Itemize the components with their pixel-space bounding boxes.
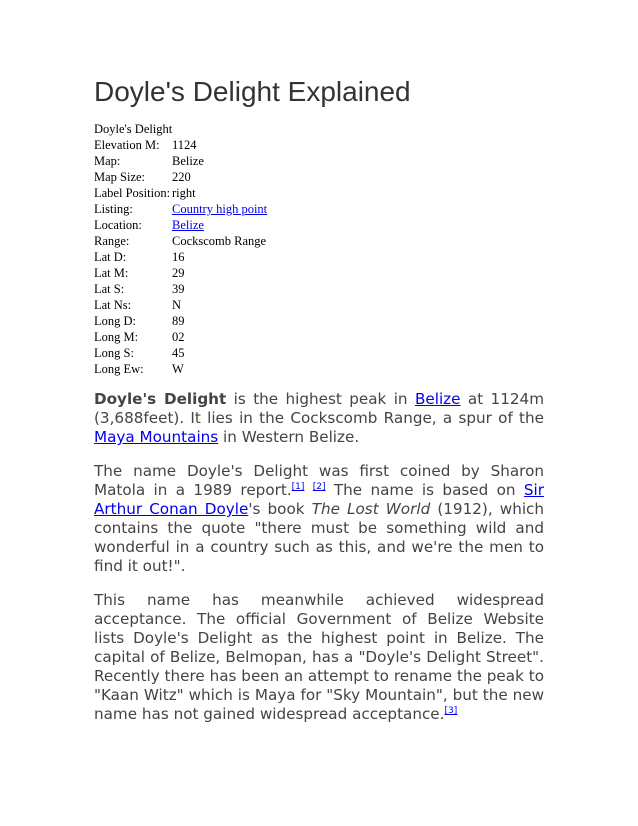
- infobox-row: [94, 137, 267, 153]
- infobox-row: [94, 169, 267, 185]
- infobox-caption-row: [94, 121, 267, 137]
- infobox-row: [94, 297, 267, 313]
- infobox-key: Long S:: [94, 346, 134, 360]
- infobox-value: 1124: [172, 138, 197, 152]
- infobox-row: [94, 233, 267, 249]
- book-title: The Lost World: [311, 500, 431, 518]
- reference-link-3[interactable]: [3]: [444, 706, 458, 716]
- infobox-row: [94, 361, 267, 377]
- infobox-key: Elevation M:: [94, 138, 160, 152]
- text: The name Doyle's Delight was first coined by Sharon Matola in a 1989 report.: [94, 462, 544, 499]
- link-maya-mountains[interactable]: Maya Mountains: [94, 428, 219, 446]
- infobox-value: [172, 201, 267, 217]
- infobox-value: 220: [172, 170, 191, 184]
- text: The name is based on: [325, 481, 524, 499]
- infobox-value-link[interactable]: Country high point: [172, 202, 268, 216]
- infobox-key: Lat Ns:: [94, 298, 132, 312]
- infobox-row: [94, 201, 267, 217]
- infobox-key: Listing:: [94, 202, 133, 216]
- infobox-key: Map:: [94, 154, 121, 168]
- paragraph-intro: [94, 390, 544, 447]
- infobox-row: [94, 329, 267, 345]
- infobox-value: 16: [172, 250, 185, 264]
- infobox-row: [94, 313, 267, 329]
- paragraph-acceptance: [94, 591, 544, 724]
- reference-link-2[interactable]: [2]: [312, 482, 326, 492]
- infobox-row: [94, 281, 267, 297]
- infobox-row: [94, 185, 267, 201]
- reference-link-1[interactable]: [1]: [291, 482, 305, 492]
- infobox-value: right: [172, 186, 196, 200]
- infobox-key: Map Size:: [94, 170, 146, 184]
- text: is the highest peak in: [226, 390, 415, 408]
- infobox-value: 39: [172, 282, 185, 296]
- infobox-value: N: [172, 298, 182, 312]
- infobox-value: W: [172, 362, 184, 376]
- infobox-value: 89: [172, 314, 185, 328]
- text: in Western Belize.: [218, 428, 360, 446]
- infobox-key: Long Ew:: [94, 362, 144, 376]
- infobox-key: Location:: [94, 218, 142, 232]
- text: This name has meanwhile achieved widespread acceptance. The official Government of Belize Website lists Doyle's Delight as the highest point in Belize. The capital of Belize, Belmopan, has a "Doyle's Delight Street". Recently there has been an attempt to rename the peak to "Kaan Witz" which is Maya for "Sky Mountain", but the new name has not gained widespread acceptance.: [94, 591, 544, 723]
- infobox-value: Belize: [172, 154, 204, 168]
- link-belize[interactable]: Belize: [414, 390, 461, 408]
- infobox-value: [172, 217, 267, 233]
- text: at 1124m (3,688feet). It lies in the Cockscomb Range, a spur of the: [94, 390, 545, 427]
- infobox-key: Long D:: [94, 314, 137, 328]
- paragraph-name-origin: [94, 462, 544, 576]
- page-title: Doyle's Delight Explained: [94, 76, 411, 107]
- infobox-row: [94, 265, 267, 281]
- infobox-row: [94, 249, 267, 265]
- infobox-key: Range:: [94, 234, 130, 248]
- text: 's book: [248, 500, 312, 518]
- infobox-key: Label Position:: [94, 186, 171, 200]
- infobox-value: Cockscomb Range: [172, 234, 267, 248]
- article-body: [94, 390, 544, 739]
- bold-term: Doyle's Delight: [94, 390, 227, 408]
- text: (1912), which contains the quote "there must be something wild and wonderful in a country such as this, and we're the men to find it out!".: [94, 500, 545, 575]
- infobox-key: Lat M:: [94, 266, 129, 280]
- infobox-value-link[interactable]: Belize: [172, 218, 204, 232]
- infobox-key: Long M:: [94, 330, 139, 344]
- infobox-key: Lat D:: [94, 250, 127, 264]
- infobox-value: 02: [172, 330, 185, 344]
- infobox-row: [94, 345, 267, 361]
- infobox-key: Lat S:: [94, 282, 125, 296]
- link-arthur-conan-doyle[interactable]: Sir Arthur Conan Doyle: [94, 481, 545, 518]
- infobox-row: [94, 153, 267, 169]
- infobox-table: [94, 121, 267, 377]
- infobox-value: 29: [172, 266, 185, 280]
- infobox-caption: Doyle's Delight: [94, 122, 173, 136]
- infobox-row: [94, 217, 267, 233]
- infobox-value: 45: [172, 346, 185, 360]
